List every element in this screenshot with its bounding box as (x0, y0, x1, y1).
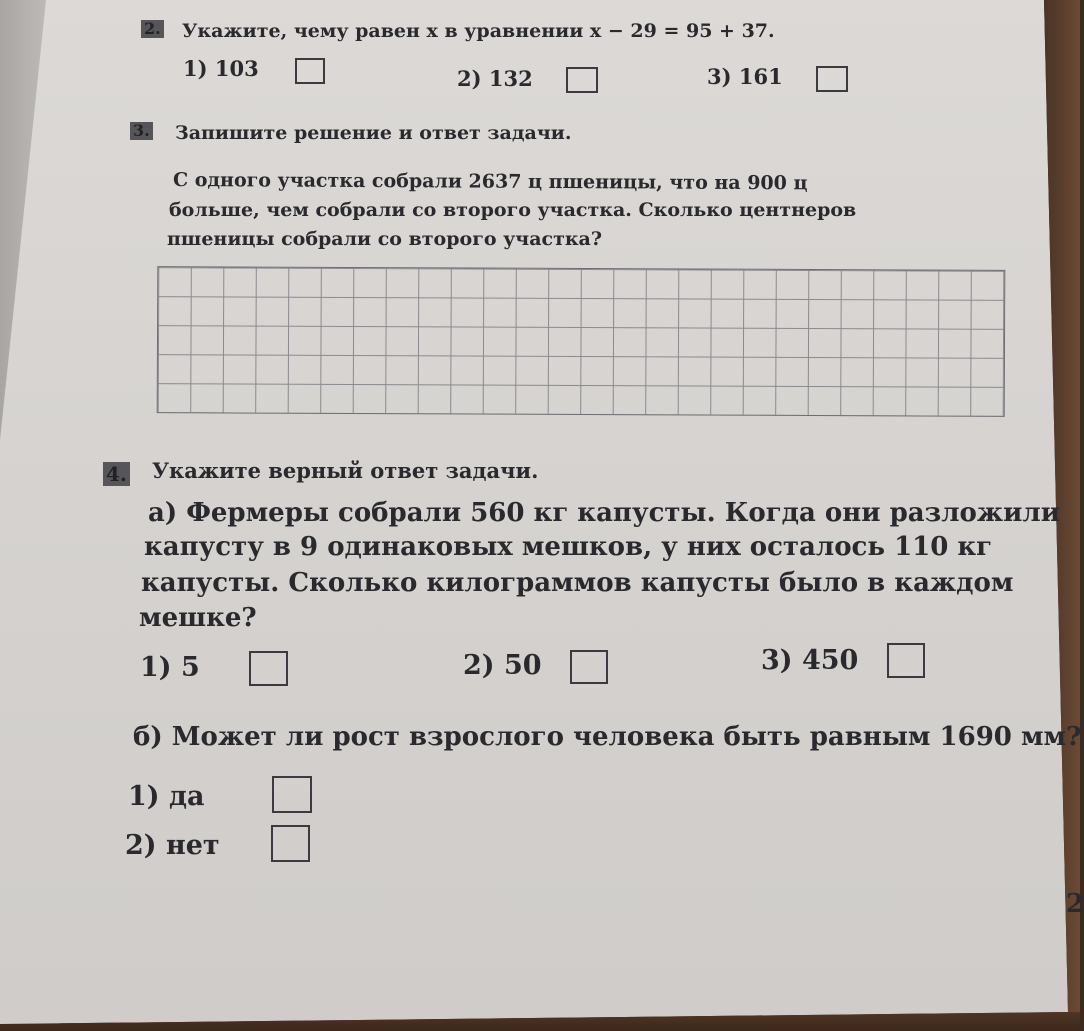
task4a-checkbox-2[interactable] (570, 650, 608, 684)
task2-option-1: 1) 103 (183, 56, 259, 81)
page-number: 2 (1066, 889, 1084, 919)
task4a-text-line-3: капусты. Сколько килограммов капусты было в каждом (141, 568, 1014, 598)
task4a-option-2: 2) 50 (463, 650, 542, 681)
task4a-text-line-4: мешке? (139, 603, 257, 633)
task4b-question: б) Может ли рост взрослого человека быть равным 1690 мм? (133, 722, 1082, 752)
task4a-checkbox-3[interactable] (887, 643, 925, 678)
task4a-text-line-2: капусту в 9 одинаковых мешков, у них осталось 110 кг (144, 532, 993, 562)
task3-number: 3. (130, 122, 153, 140)
task2-option-3: 3) 161 (707, 64, 783, 89)
task2-checkbox-1[interactable] (295, 58, 325, 84)
task4-question: Укажите верный ответ задачи. (152, 458, 539, 483)
answer-grid[interactable] (157, 266, 1006, 417)
task4a-text-line-1: а) Фермеры собрали 560 кг капусты. Когда они разложили (148, 498, 1061, 528)
task4-number: 4. (103, 462, 130, 486)
task4a-checkbox-1[interactable] (249, 651, 288, 686)
task3-text-line-2: больше, чем собрали со второго участка. Сколько центнеров (169, 199, 857, 221)
task3-text-line-1: С одного участка собрали 2637 ц пшеницы, что на 900 ц (172, 169, 808, 195)
task2-number: 2. (141, 20, 164, 38)
task4b-checkbox-1[interactable] (272, 776, 312, 813)
task4a-option-1: 1) 5 (140, 652, 200, 683)
task3-question: Запишите решение и ответ задачи. (175, 122, 572, 144)
task4b-checkbox-2[interactable] (271, 825, 310, 862)
task2-option-2: 2) 132 (457, 66, 533, 91)
task2-checkbox-3[interactable] (816, 66, 848, 92)
task4a-option-3: 3) 450 (761, 645, 859, 676)
task2-checkbox-2[interactable] (566, 67, 598, 93)
task2-question: Укажите, чему равен x в уравнении x − 29 = 95 + 37. (182, 20, 775, 42)
task4b-option-2: 2) нет (125, 830, 220, 861)
task4b-option-1: 1) да (128, 781, 205, 812)
task3-text-line-3: пшеницы собрали со второго участка? (167, 228, 603, 250)
